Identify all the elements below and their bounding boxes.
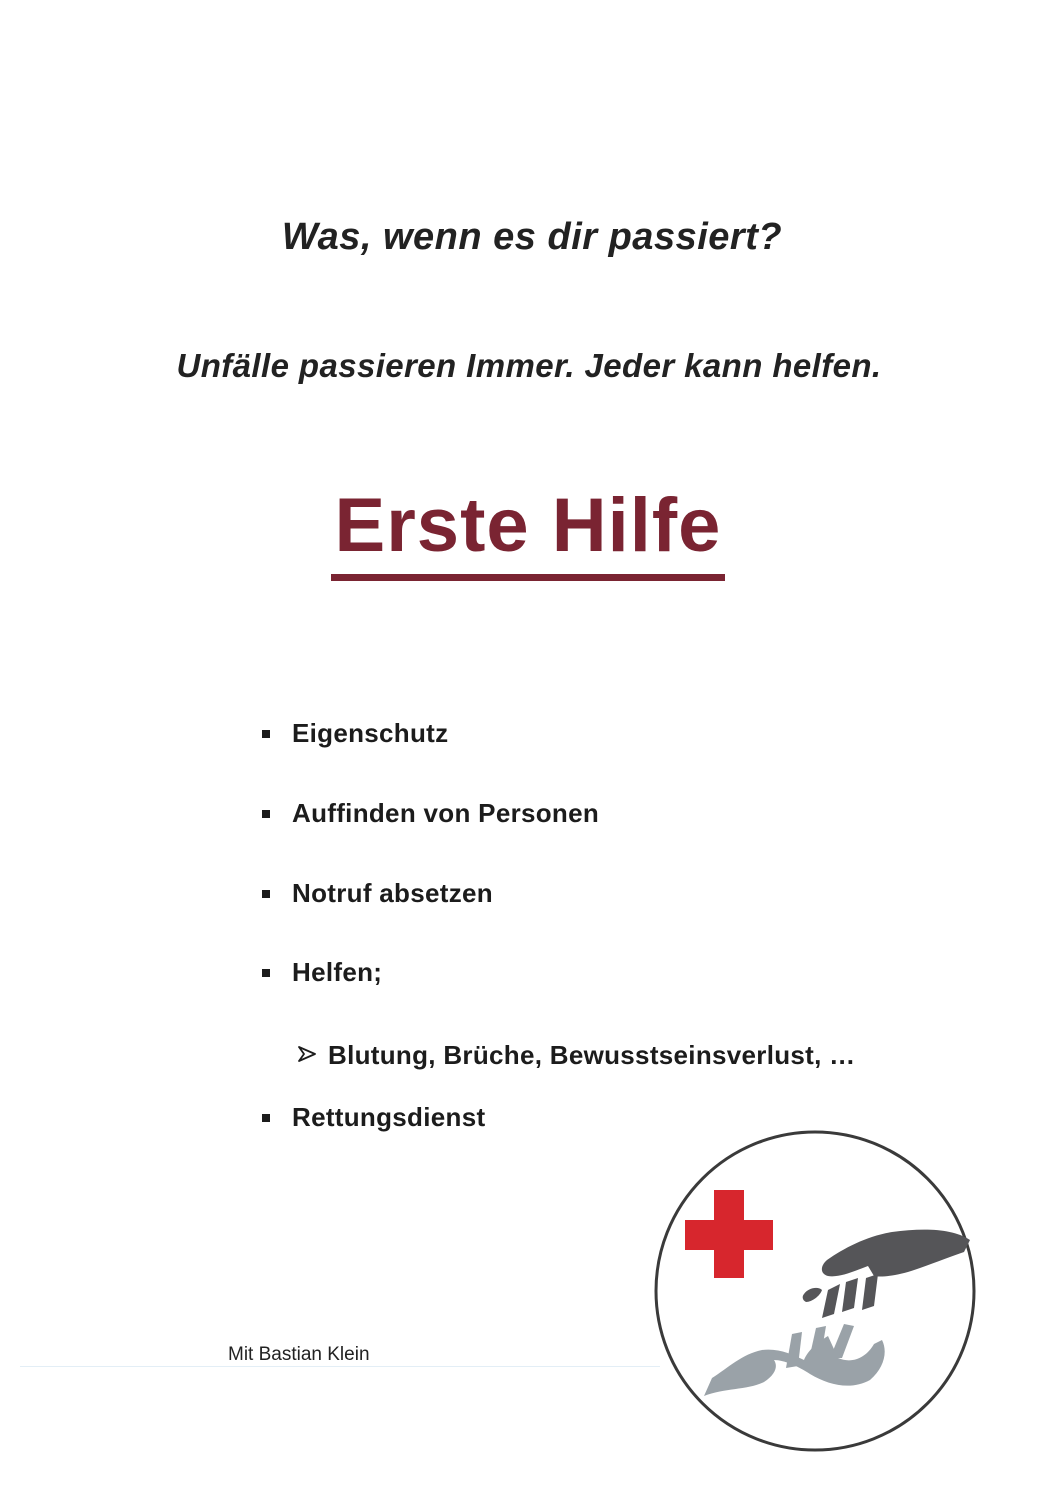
footer-credit: Mit Bastian Klein bbox=[228, 1344, 370, 1365]
headline-container bbox=[0, 483, 1056, 581]
sub-bullet-item bbox=[298, 1040, 855, 1071]
divider bbox=[20, 1366, 660, 1367]
bullet-item-auffinden bbox=[262, 798, 599, 829]
bullet-item-eigenschutz bbox=[262, 718, 448, 749]
arrow-bullet-icon bbox=[298, 1045, 318, 1067]
headline-title: Erste Hilfe bbox=[331, 488, 726, 581]
bullet-item-helfen bbox=[262, 957, 382, 988]
bullet-label: Helfen; bbox=[292, 957, 383, 987]
subtitle: Unfälle passieren Immer. Jeder kann helfen. bbox=[176, 347, 882, 384]
bullet-item-rettungsdienst bbox=[262, 1102, 485, 1133]
square-bullet-icon bbox=[262, 730, 270, 738]
bullet-label: Eigenschutz bbox=[292, 718, 449, 748]
first-aid-logo bbox=[652, 1128, 978, 1454]
square-bullet-icon bbox=[262, 1114, 270, 1122]
square-bullet-icon bbox=[262, 810, 270, 818]
square-bullet-icon bbox=[262, 969, 270, 977]
bullet-label: Rettungsdienst bbox=[292, 1102, 486, 1132]
bullet-item-notruf bbox=[262, 878, 493, 909]
sub-bullet-label: Blutung, Brüche, Bewusstseinsverlust, … bbox=[328, 1040, 856, 1070]
question-heading: Was, wenn es dir passiert? bbox=[281, 216, 783, 258]
bullet-label: Notruf absetzen bbox=[292, 878, 493, 908]
bullet-label: Auffinden von Personen bbox=[292, 798, 600, 828]
square-bullet-icon bbox=[262, 890, 270, 898]
